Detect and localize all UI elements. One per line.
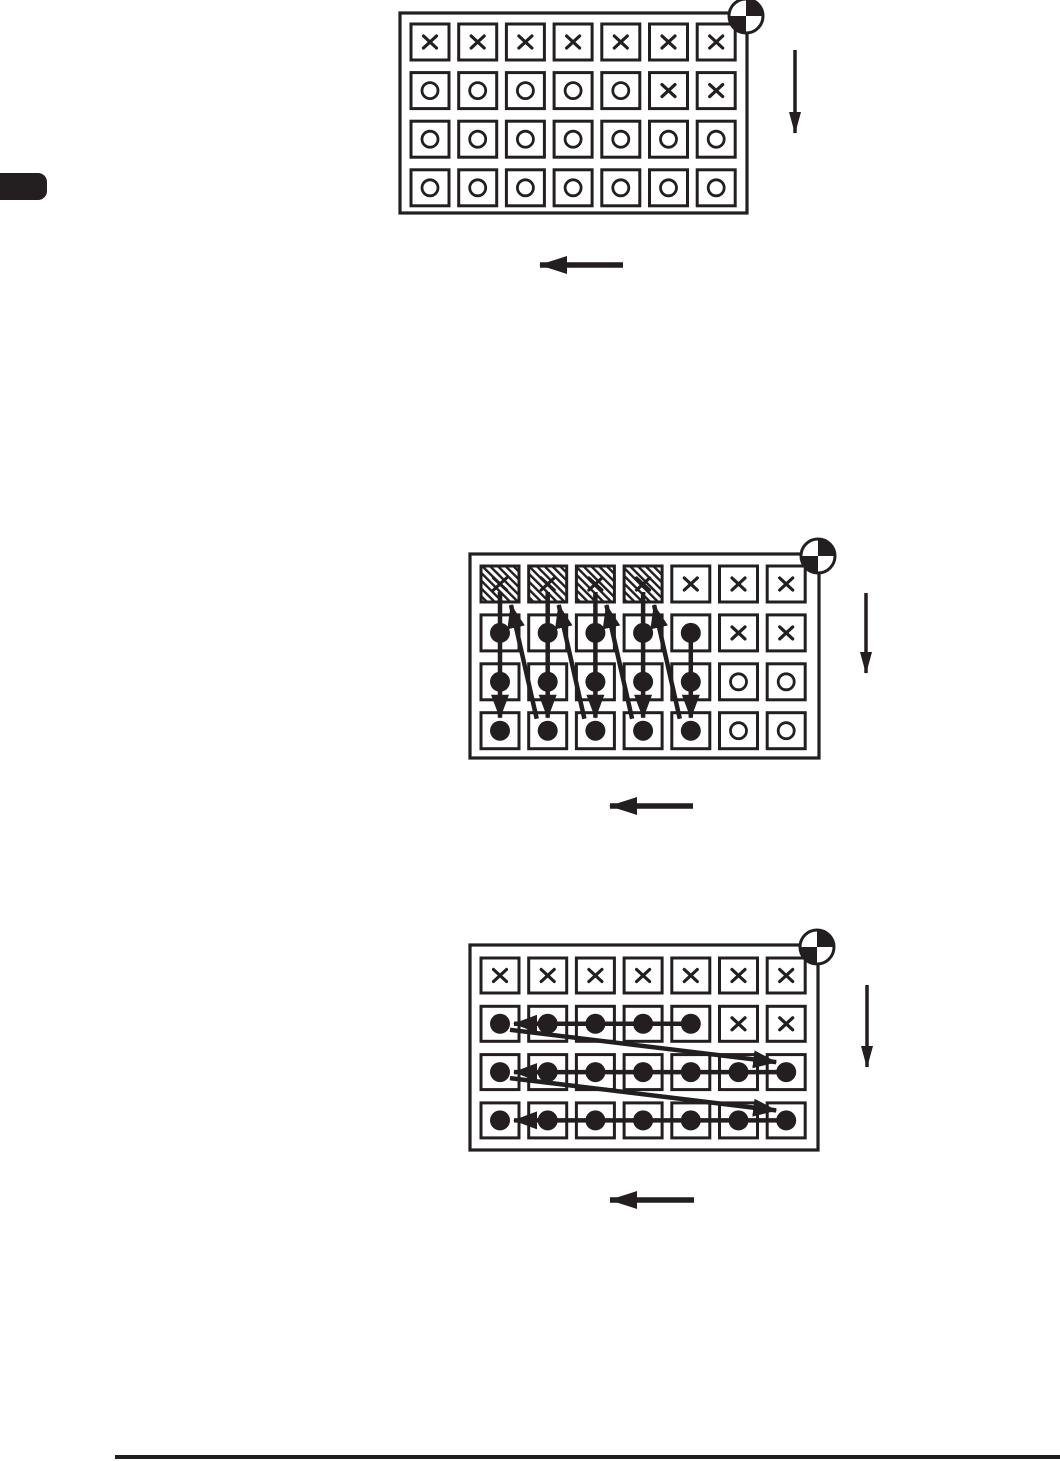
- open-dot-icon: [470, 180, 486, 196]
- diagram-horizontal-scan-grid: [470, 930, 867, 1200]
- open-dot-icon: [517, 180, 533, 196]
- grid-cell: [767, 713, 805, 749]
- printed-dot-icon: [490, 721, 510, 741]
- grid-cell: [720, 615, 758, 651]
- grid-cell: [481, 713, 519, 749]
- grid-cell: [602, 170, 640, 206]
- grid-cell: [506, 24, 544, 60]
- printed-dot-icon: [538, 721, 558, 741]
- grid-cell: [529, 958, 567, 993]
- grid-cell: [506, 121, 544, 157]
- grid-cell: [481, 1006, 519, 1041]
- grid-cell: [697, 73, 735, 109]
- open-dot-icon: [517, 131, 533, 147]
- grid-cell: [650, 170, 688, 206]
- grid-cell: [650, 73, 688, 109]
- open-dot-icon: [661, 131, 677, 147]
- open-dot-icon: [470, 131, 486, 147]
- grid-cell: [767, 1006, 805, 1041]
- grid-cell: [481, 1055, 519, 1090]
- grid-cell: [481, 958, 519, 993]
- open-dot-icon: [778, 723, 794, 739]
- grid-cell: [459, 24, 497, 60]
- grid-cell: [650, 24, 688, 60]
- printed-dot-icon: [490, 1014, 510, 1034]
- grid-cell: [650, 121, 688, 157]
- diagrams-root: [400, 0, 867, 1200]
- grid-cell: [411, 170, 449, 206]
- grid-cell: [459, 121, 497, 157]
- registration-mark-quadrant: [746, 0, 763, 16]
- grid-cell: [672, 958, 710, 993]
- grid-cell: [602, 73, 640, 109]
- registration-mark-icon: [729, 0, 763, 33]
- printed-dot-icon: [490, 1110, 510, 1130]
- grid-cell: [576, 958, 614, 993]
- open-dot-icon: [661, 180, 677, 196]
- open-dot-icon: [708, 131, 724, 147]
- registration-mark-quadrant: [818, 539, 835, 556]
- grid-cell: [720, 958, 758, 993]
- open-dot-icon: [613, 131, 629, 147]
- grid-cell: [624, 958, 662, 993]
- open-dot-icon: [422, 131, 438, 147]
- registration-mark-quadrant: [817, 930, 834, 947]
- grid-cell: [602, 24, 640, 60]
- printed-dot-icon: [490, 1062, 510, 1082]
- grid-cell: [554, 121, 592, 157]
- printed-dot-icon: [585, 721, 605, 741]
- diagram-print-area-grid: [400, 0, 795, 265]
- grid-cell: [697, 24, 735, 60]
- open-dot-icon: [517, 83, 533, 99]
- grid-cell: [720, 664, 758, 700]
- grid-cell: [720, 566, 758, 602]
- grid-cell: [767, 566, 805, 602]
- grid-cell: [720, 713, 758, 749]
- open-dot-icon: [731, 674, 747, 690]
- registration-mark-icon: [801, 539, 835, 573]
- grid-cell: [554, 24, 592, 60]
- grid-cell: [411, 121, 449, 157]
- open-dot-icon: [778, 674, 794, 690]
- grid-cell: [554, 73, 592, 109]
- diagram-vertical-scan-grid: [470, 539, 866, 806]
- open-dot-icon: [613, 83, 629, 99]
- grid-cell: [767, 958, 805, 993]
- grid-cell: [672, 566, 710, 602]
- open-dot-icon: [422, 180, 438, 196]
- registration-mark-icon: [800, 930, 834, 964]
- open-dot-icon: [470, 83, 486, 99]
- open-dot-icon: [565, 131, 581, 147]
- printed-dot-icon: [681, 721, 701, 741]
- open-dot-icon: [731, 723, 747, 739]
- grid-cell: [767, 615, 805, 651]
- printed-dot-icon: [633, 721, 653, 741]
- grid-cell: [697, 121, 735, 157]
- grid-cell: [767, 664, 805, 700]
- grid-cell: [506, 73, 544, 109]
- grid-cell: [506, 170, 544, 206]
- grid-cell: [554, 170, 592, 206]
- footer-rule: [115, 1455, 1060, 1459]
- open-dot-icon: [422, 83, 438, 99]
- grid-cell: [720, 1006, 758, 1041]
- open-dot-icon: [708, 180, 724, 196]
- grid-cell: [602, 121, 640, 157]
- grid-cell: [411, 24, 449, 60]
- open-dot-icon: [565, 83, 581, 99]
- grid-cell: [411, 73, 449, 109]
- grid-cell: [459, 73, 497, 109]
- open-dot-icon: [613, 180, 629, 196]
- grid-cell: [697, 170, 735, 206]
- open-dot-icon: [565, 180, 581, 196]
- grid-cell: [481, 1103, 519, 1138]
- grid-cell: [459, 170, 497, 206]
